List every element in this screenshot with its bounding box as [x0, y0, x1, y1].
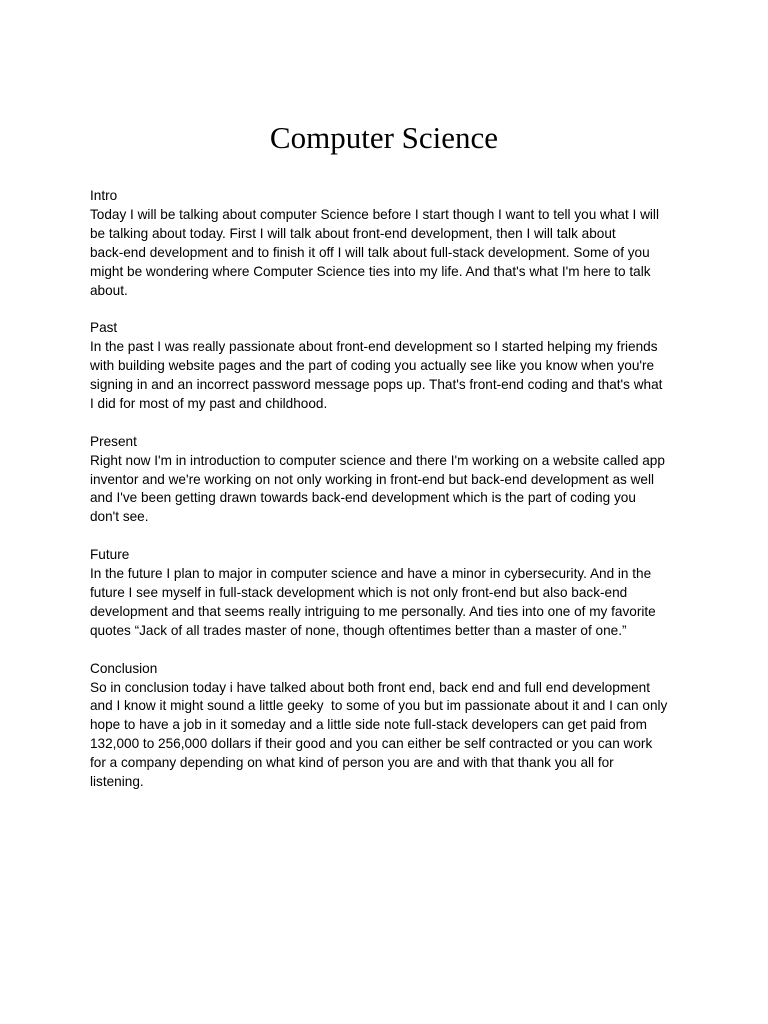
text-line: I did for most of my past and childhood. [90, 395, 328, 411]
section-heading: Present [90, 433, 137, 449]
section-present [90, 433, 690, 528]
section-paragraph [90, 679, 690, 792]
text-line: and I've been getting drawn towards back-end development which is the part of coding you [90, 490, 636, 506]
text-line: don't see. [90, 509, 149, 525]
section-paragraph [90, 452, 690, 528]
document-title: Computer Science [269, 120, 499, 155]
section-past [90, 319, 690, 414]
text-line: In the future I plan to major in computer science and have a minor in cybersecurity. And in the [90, 566, 652, 582]
text-line: back-end development and to finish it off I will talk about full-stack development. Some of you [90, 244, 650, 260]
text-line: So in conclusion today i have talked about both front end, back end and full end development [90, 679, 650, 695]
section-paragraph [90, 338, 690, 414]
text-line: for a company depending on what kind of person you are and with that thank you all for [90, 755, 614, 771]
text-line: development and that seems really intriguing to me personally. And ties into one of my favorite [90, 603, 656, 619]
section-conclusion [90, 660, 690, 792]
section-paragraph [90, 565, 690, 641]
text-line: future I see myself in full-stack development which is not only front-end but also back-end [90, 584, 628, 600]
text-line: In the past I was really passionate about front-end development so I started helping my friends [90, 339, 658, 355]
text-line: hope to have a job in it someday and a little side note full-stack developers can get paid from [90, 717, 647, 733]
text-line: Right now I'm in introduction to computer science and there I'm working on a website called app [90, 452, 665, 468]
text-line: quotes “Jack of all trades master of none, though oftentimes better than a master of one.” [90, 622, 627, 638]
section-heading: Intro [90, 188, 118, 203]
section-heading: Past [90, 320, 118, 336]
section-paragraph [90, 206, 690, 301]
text-line: Today I will be talking about computer Science before I start though I want to tell you what I will [90, 206, 659, 222]
section-heading: Future [90, 547, 130, 563]
text-line: signing in and an incorrect password message pops up. That's front-end coding and that's what [90, 377, 663, 393]
section-heading: Conclusion [90, 660, 158, 676]
section-intro [90, 187, 690, 300]
text-line: about. [90, 282, 128, 298]
text-line: inventor and we're working on not only working in front-end but back-end development as well [90, 471, 655, 487]
text-line: 132,000 to 256,000 dollars if their good and you can either be self contracted or you can work [90, 736, 653, 752]
text-line: and I know it might sound a little geeky to some of you but im passionate about it and I can only [90, 698, 668, 714]
text-line: be talking about today. First I will talk about front-end development, then I will talk about [90, 225, 616, 241]
text-line: listening. [90, 774, 144, 790]
section-future [90, 546, 690, 641]
text-line: with building website pages and the part of coding you actually see like you know when you're [90, 358, 655, 374]
text-line: might be wondering where Computer Science ties into my life. And that's what I'm here to talk [90, 263, 651, 279]
document-body [90, 187, 690, 811]
